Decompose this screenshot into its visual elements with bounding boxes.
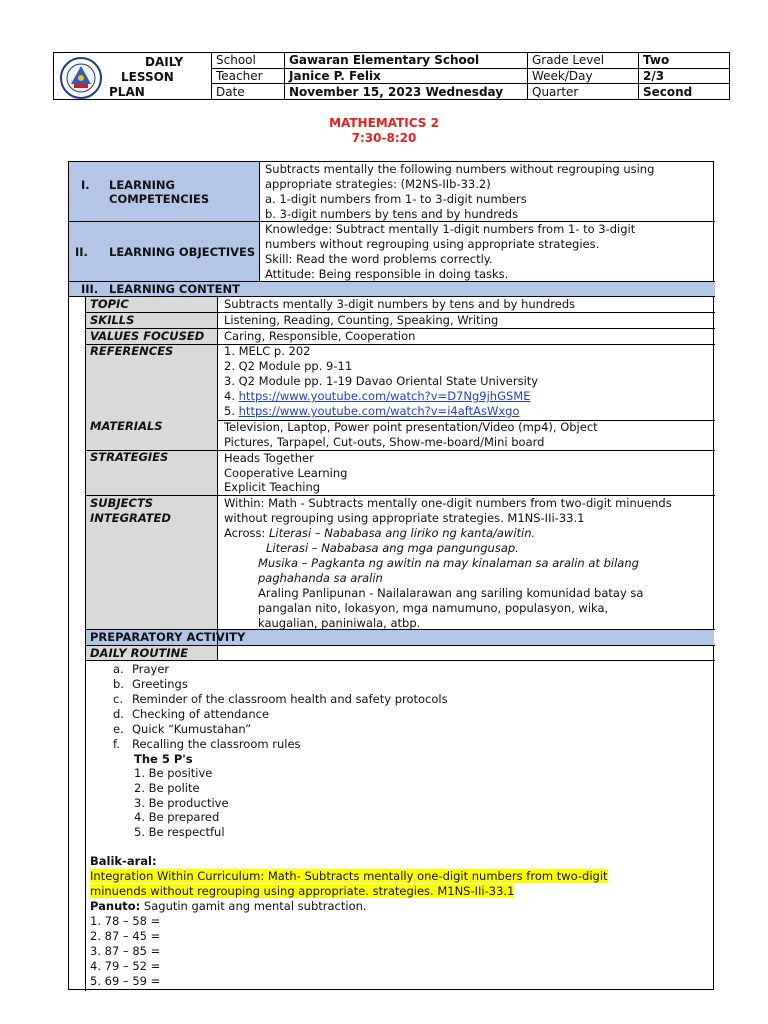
values-label: VALUES FOCUSED bbox=[90, 329, 205, 343]
content-numeral: III. bbox=[81, 282, 99, 296]
routine-item: c. Reminder of the classroom health and safety protocols bbox=[113, 692, 448, 706]
competencies-label-1: LEARNING bbox=[109, 178, 175, 192]
topic-label: TOPIC bbox=[90, 297, 129, 311]
reference-item: 2. Q2 Module pp. 9-11 bbox=[224, 359, 353, 373]
balik-aral-label: Balik-aral: bbox=[90, 854, 157, 868]
strategy-item: Cooperative Learning bbox=[224, 466, 348, 480]
competencies-line: b. 3-digit numbers by tens and by hundreds bbox=[265, 207, 519, 221]
daily-routine-label: DAILY ROUTINE bbox=[90, 646, 189, 660]
routine-item: d. Checking of attendance bbox=[113, 707, 270, 721]
header-table bbox=[53, 52, 729, 100]
routine-item: e. Quick “Kumustahan” bbox=[113, 722, 252, 736]
strategy-item: Explicit Teaching bbox=[224, 480, 321, 494]
reference-item: 3. Q2 Module pp. 1-19 Davao Oriental State University bbox=[224, 374, 539, 388]
values-value: Caring, Responsible, Cooperation bbox=[224, 329, 416, 343]
objectives-numeral: II. bbox=[75, 245, 88, 259]
date-value: November 15, 2023 Wednesday bbox=[285, 84, 528, 100]
references-label: REFERENCES bbox=[90, 344, 174, 358]
exercise-item: 4. 79 – 52 = bbox=[90, 959, 161, 973]
competencies-line: Subtracts mentally the following numbers without regrouping using bbox=[265, 162, 655, 176]
competencies-line: appropriate strategies: (M2NS-IIb-33.2) bbox=[265, 177, 491, 191]
araling-line: Araling Panlipunan - Nailalarawan ang sariling komunidad batay sa bbox=[258, 586, 644, 600]
rules-title: The 5 P's bbox=[134, 752, 193, 766]
content-label: LEARNING CONTENT bbox=[109, 282, 240, 296]
youtube-link-2[interactable]: https://www.youtube.com/watch?v=i4aftAsWxgo bbox=[238, 404, 520, 418]
panuto-line: Panuto: Sagutin gamit ang mental subtraction. bbox=[90, 899, 367, 913]
integrated-label-2: INTEGRATED bbox=[90, 511, 171, 525]
school-label: School bbox=[212, 53, 285, 69]
subject-title: MATHEMATICS 2 bbox=[329, 116, 439, 130]
skills-value: Listening, Reading, Counting, Speaking, Writing bbox=[224, 313, 499, 327]
week-day-value: 2/3 bbox=[639, 68, 730, 84]
rule-item: 4. Be prepared bbox=[134, 810, 220, 824]
lesson-plan-table bbox=[68, 161, 714, 990]
materials-line: Pictures, Tarpapel, Cut-outs, Show-me-board/Mini board bbox=[224, 435, 545, 449]
daily-lesson-plan-title: DAILY LESSON PLAN bbox=[109, 55, 184, 99]
rule-item: 2. Be polite bbox=[134, 781, 200, 795]
quarter-value: Second bbox=[639, 84, 730, 100]
reference-item: 1. MELC p. 202 bbox=[224, 344, 311, 358]
exercise-item: 2. 87 – 45 = bbox=[90, 929, 161, 943]
skills-label: SKILLS bbox=[90, 313, 135, 327]
teacher-value: Janice P. Felix bbox=[285, 68, 528, 84]
reference-link-item: 5. https://www.youtube.com/watch?v=i4aftAsWxgo bbox=[224, 404, 520, 418]
within-line: without regrouping using appropriate strategies. M1NS-IIi-33.1 bbox=[224, 511, 585, 525]
teacher-label: Teacher bbox=[212, 68, 285, 84]
school-value: Gawaran Elementary School bbox=[285, 53, 528, 69]
competencies-label-2: COMPETENCIES bbox=[109, 192, 210, 206]
araling-line: pangalan nito, lokasyon, mga namumuno, populasyon, wika, bbox=[258, 601, 609, 615]
araling-line: kaugalian, paniniwala, atbp. bbox=[258, 616, 421, 630]
deped-seal-icon bbox=[60, 57, 102, 99]
competencies-line: a. 1-digit numbers from 1- to 3-digit numbers bbox=[265, 192, 527, 206]
youtube-link-1[interactable]: https://www.youtube.com/watch?v=D7Ng9jhGSME bbox=[238, 389, 531, 403]
grade-level-label: Grade Level bbox=[528, 53, 639, 69]
week-day-label: Week/Day bbox=[528, 68, 639, 84]
subject-time: 7:30-8:20 bbox=[351, 131, 417, 145]
date-label: Date bbox=[212, 84, 285, 100]
across-line: Musika – Pagkanta ng awitin na may kinalaman sa aralin at bilang bbox=[258, 556, 639, 570]
materials-label: MATERIALS bbox=[90, 419, 163, 433]
exercise-item: 5. 69 – 59 = bbox=[90, 974, 161, 988]
preparatory-label: PREPARATORY ACTIVITY bbox=[90, 630, 246, 644]
reference-link-item: 4. https://www.youtube.com/watch?v=D7Ng9jhGSME bbox=[224, 389, 531, 403]
objectives-line: Skill: Read the word problems correctly. bbox=[265, 252, 493, 266]
objectives-line: Attitude: Being responsible in doing tasks. bbox=[265, 267, 509, 281]
rule-item: 3. Be productive bbox=[134, 796, 229, 810]
strategy-item: Heads Together bbox=[224, 451, 314, 465]
grade-level-value: Two bbox=[639, 53, 730, 69]
routine-item: a. Prayer bbox=[113, 662, 170, 676]
objectives-line: Knowledge: Subtract mentally 1-digit numbers from 1- to 3-digit bbox=[265, 222, 636, 236]
across-line: Literasi – Nababasa ang mga pangungusap. bbox=[266, 541, 519, 555]
across-line: Across: Literasi – Nababasa ang liriko ng kanta/awitin. bbox=[224, 526, 536, 540]
strategies-label: STRATEGIES bbox=[90, 450, 169, 464]
routine-item: b. Greetings bbox=[113, 677, 188, 691]
competencies-numeral: I. bbox=[81, 178, 90, 192]
rule-item: 5. Be respectful bbox=[134, 825, 225, 839]
logo-cell bbox=[54, 53, 212, 100]
exercise-item: 1. 78 – 58 = bbox=[90, 914, 161, 928]
integration-line: minuends without regrouping using appropriate. strategies. M1NS-IIi-33.1 bbox=[90, 884, 515, 898]
topic-value: Subtracts mentally 3-digit numbers by tens and by hundreds bbox=[224, 297, 576, 311]
objectives-label: LEARNING OBJECTIVES bbox=[109, 245, 256, 259]
rule-item: 1. Be positive bbox=[134, 766, 213, 780]
within-line: Within: Math - Subtracts mentally one-digit numbers from two-digit minuends bbox=[224, 496, 672, 510]
integrated-label-1: SUBJECTS bbox=[90, 496, 154, 510]
exercise-item: 3. 87 – 85 = bbox=[90, 944, 161, 958]
objectives-line: numbers without regrouping using appropriate strategies. bbox=[265, 237, 600, 251]
materials-line: Television, Laptop, Power point presentation/Video (mp4), Object bbox=[224, 420, 598, 434]
routine-item: f. Recalling the classroom rules bbox=[113, 737, 301, 751]
integration-line: Integration Within Curriculum: Math- Subtracts mentally one-digit numbers from two-digit bbox=[90, 869, 608, 883]
across-line: paghahanda sa aralin bbox=[258, 571, 383, 585]
quarter-label: Quarter bbox=[528, 84, 639, 100]
